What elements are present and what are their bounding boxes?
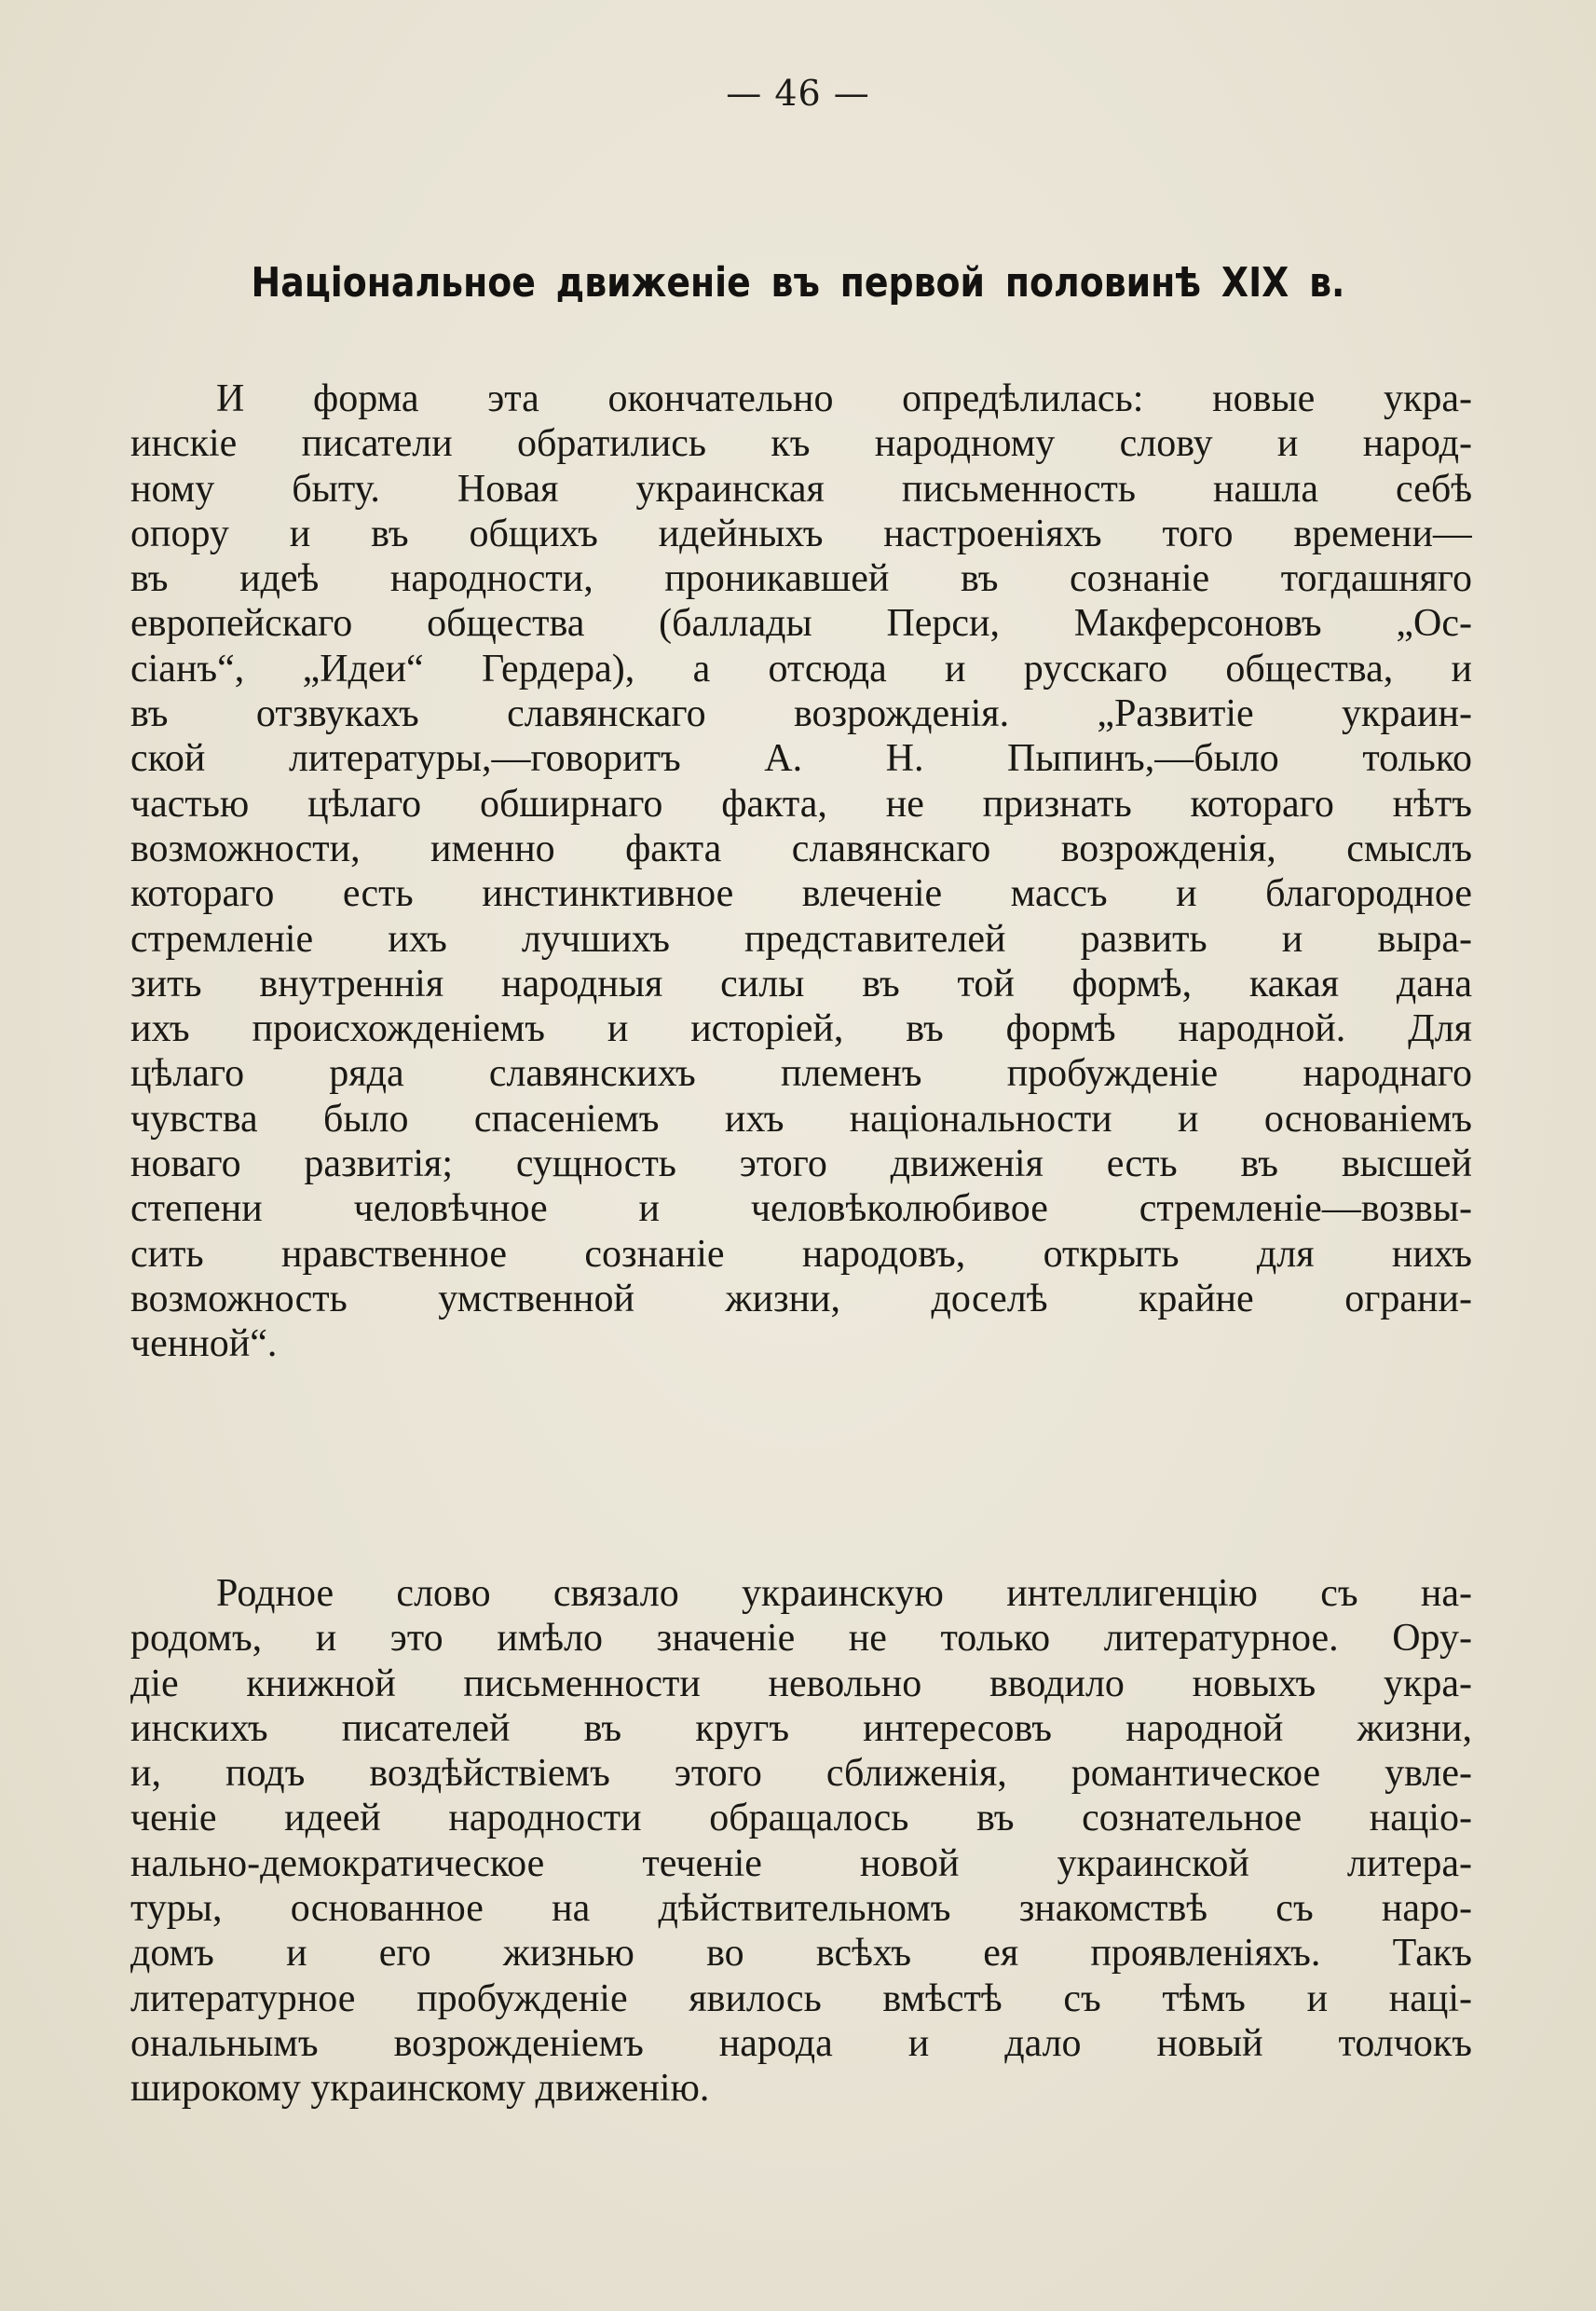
text-line: родомъ, и это имѣло значеніе не только литературное. Ору- [130, 1617, 1472, 1661]
text-line: въ отзвукахъ славянскаго возрожденія. „Развитіе украин- [130, 692, 1472, 736]
text-line: зить внутреннія народныя силы въ той формѣ, какая дана [130, 962, 1472, 1005]
text-line: сить нравственное сознаніе народовъ, открыть для нихъ [130, 1232, 1472, 1276]
text-line: цѣлаго ряда славянскихъ племенъ пробужденіе народнаго [130, 1052, 1472, 1096]
section-heading: Національное движеніе въ первой половинѣ XIX в. [251, 259, 1345, 307]
text-line: возможности, именно факта славянскаго возрожденія, смыслъ [130, 827, 1472, 870]
text-line: діе книжной письменности невольно вводило новыхъ укра- [130, 1661, 1472, 1705]
text-line: Родное слово связало украинскую интеллигенцію съ на- [216, 1572, 1472, 1615]
text-line: инскихъ писателей въ кругъ интересовъ народной жизни, [130, 1706, 1472, 1750]
paragraph-1 [130, 376, 1472, 1367]
text-line: чувства было спасеніемъ ихъ національности и основаніемъ [130, 1097, 1472, 1141]
text-line: и, подъ воздѣйствіемъ этого сближенія, романтическое увле- [130, 1752, 1472, 1796]
text-line: частью цѣлаго обширнаго факта, не признать котораго нѣтъ [130, 782, 1472, 826]
text-line: нально-демократическое теченіе новой украинской литера- [130, 1841, 1472, 1885]
text-line: степени человѣчное и человѣколюбивое стремленіе—возвы- [130, 1187, 1472, 1231]
text-line: ской литературы,—говоритъ А. Н. Пыпинъ,—было только [130, 737, 1472, 781]
text-line: въ идеѣ народности, проникавшей въ сознаніе тогдашняго [130, 557, 1472, 601]
text-line: литературное пробужденіе явилось вмѣстѣ съ тѣмъ и наці- [130, 1976, 1472, 2020]
text-line: стремленіе ихъ лучшихъ представителей развить и выра- [130, 917, 1472, 961]
text-line: широкому украинскому движенію. [130, 2067, 710, 2111]
text-line: опору и въ общихъ идейныхъ настроеніяхъ того времени— [130, 512, 1472, 555]
text-line: инскіе писатели обратились къ народному слову и народ- [130, 422, 1472, 466]
text-line: ихъ происхожденіемъ и исторіей, въ формѣ народной. Для [130, 1007, 1472, 1051]
text-line: ченной“. [130, 1322, 278, 1366]
text-line: ному быту. Новая украинская письменность нашла себѣ [130, 467, 1472, 511]
text-line: новаго развитія; сущность этого движенія есть въ высшей [130, 1142, 1472, 1186]
page-number: — 46 — [726, 73, 870, 114]
paragraph-2 [130, 1571, 1472, 2112]
text-line: домъ и его жизнью во всѣхъ ея проявленіяхъ. Такъ [130, 1932, 1472, 1976]
text-line: туры, основанное на дѣйствительномъ знакомствѣ съ наро- [130, 1887, 1472, 1931]
text-line: европейскаго общества (баллады Перси, Макферсоновъ „Ос- [130, 602, 1472, 646]
text-line: котораго есть инстинктивное влеченіе массъ и благородное [130, 872, 1472, 916]
text-line: сіанъ“, „Идеи“ Гердера), а отсюда и русскаго общества, и [130, 647, 1472, 691]
text-line: И форма эта окончательно опредѣлилась: новые укра- [216, 377, 1472, 420]
text-line: ченіе идеей народности обращалось въ сознательное націо- [130, 1797, 1472, 1840]
text-line: возможность умственной жизни, доселѣ крайне ограни- [130, 1277, 1472, 1320]
text-line: ональнымъ возрожденіемъ народа и дало новый толчокъ [130, 2021, 1472, 2065]
